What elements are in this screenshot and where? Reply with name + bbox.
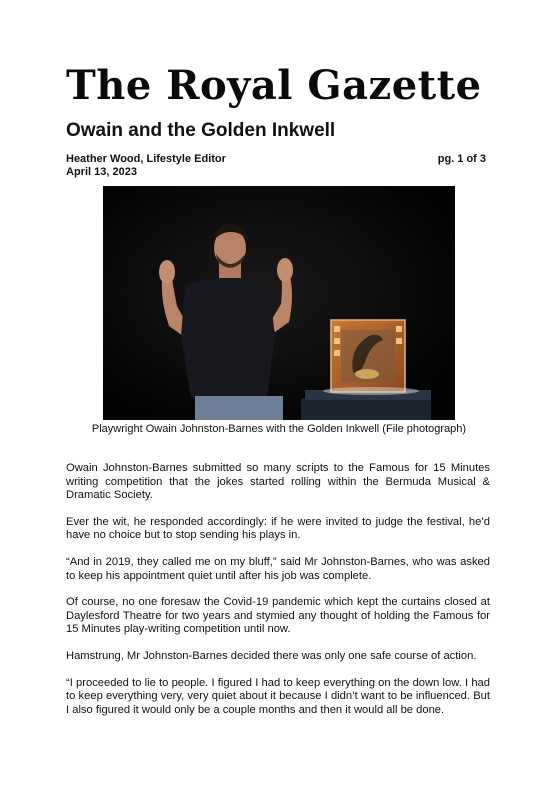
paragraph: Owain Johnston-Barnes submitted so many scripts to the Famous for 15 Minutes writing competition that the jokes started rolling within the Bermuda Musical & Dramatic Society. <box>66 462 490 502</box>
page-indicator: pg. 1 of 3 <box>437 153 486 165</box>
publish-date: April 13, 2023 <box>66 166 137 178</box>
paragraph: Hamstrung, Mr Johnston-Barnes decided there was only one safe course of action. <box>66 649 477 662</box>
article-photo <box>103 186 455 420</box>
article-headline: Owain and the Golden Inkwell <box>66 120 336 141</box>
photo-caption: Playwright Owain Johnston-Barnes with the Golden Inkwell (File photograph) <box>91 423 467 435</box>
paragraph: Ever the wit, he responded accordingly: if he were invited to judge the festival, he’d have no choice but to stop sending his plays in. <box>66 515 490 542</box>
article-body <box>66 462 490 730</box>
author-line: Heather Wood, Lifestyle Editor <box>66 153 226 165</box>
photo-illustration <box>103 186 455 420</box>
newspaper-masthead: The Royal Gazette <box>66 62 482 109</box>
paragraph: “And in 2019, they called me on my bluff,” said Mr Johnston-Barnes, who was asked to keep his appointment quiet until after his job was complete. <box>66 555 490 582</box>
paragraph: Of course, no one foresaw the Covid-19 pandemic which kept the curtains closed at Daylesford Theatre for two years and stymied any thought of holding the Famous for 15 Minutes play-writing competition until now. <box>66 596 490 636</box>
golden-inkwell-trophy <box>331 320 405 392</box>
byline <box>66 153 226 179</box>
pedestal <box>301 398 431 420</box>
paragraph: “I proceeded to lie to people. I figured I had to keep everything on the down low. I had to keep everything very, very quiet about it because I didn’t want to be influenced. But I also figured it would only be a couple months and then it would all be done. <box>66 676 490 716</box>
